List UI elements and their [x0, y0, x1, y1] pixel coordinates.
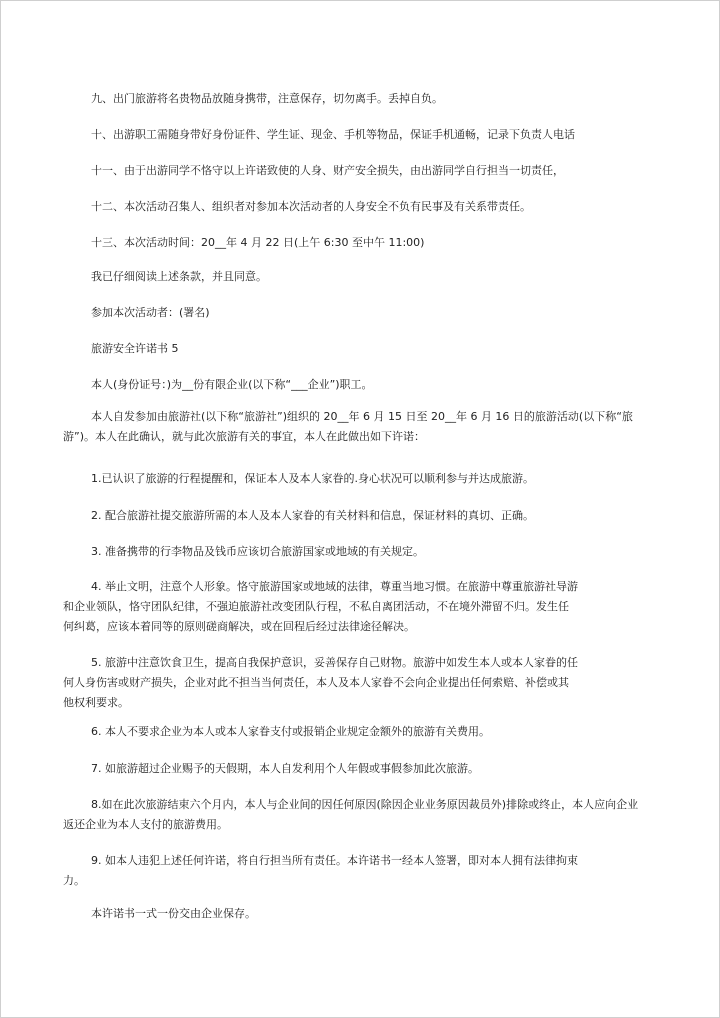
intro-paragraph: [63, 407, 673, 447]
signature-line: 参加本次活动者：(署名): [91, 306, 210, 319]
pledge-item-8-line-1: 8.如在此次旅游结束六个月内，本人与企业间的因任何原因(除因企业业务原因裁员外)排除或终止，本人应向企业: [91, 798, 639, 811]
item-12: 十二、本次活动召集人、组织者对参加本次活动者的人身安全不负有民事及有关系带责任。: [91, 200, 531, 213]
item-10: 十、出游职工需随身带好身份证件、学生证、现金、手机等物品，保证手机通畅，记录下负责人电话: [91, 128, 575, 141]
pledge-item-4-line-3: 何纠葛，应该本着同等的原则磋商解决，或在回程后经过法律途径解决。: [63, 620, 415, 633]
pledge-item-4-line-1: 4. 举止文明，注意个人形象。恪守旅游国家或地域的法律，尊重当地习惯。在旅游中尊重旅游社导游: [91, 580, 578, 593]
pledge-item-9-line-2: 力。: [63, 874, 85, 887]
pledge-item-1: 1.已认识了旅游的行程提醒和，保证本人及本人家眷的.身心状况可以顺利参与并达成旅游。: [91, 472, 534, 485]
identity-statement: 本人(身份证号：)为__份有限企业(以下称“___企业”)职工。: [91, 378, 373, 391]
pledge-item-5: [63, 653, 673, 713]
item-11: 十一、由于出游同学不恪守以上许诺致使的人身、财产安全损失，由出游同学自行担当一切责任，: [91, 164, 564, 177]
pledge-item-9-line-1: 9. 如本人违犯上述任何许诺，将自行担当所有责任。本许诺书一经本人签署，即对本人拥有法律拘束: [91, 854, 578, 867]
section-title: 旅游安全许诺书 5: [91, 342, 179, 355]
pledge-item-5-line-2: 何人身伤害或财产损失，企业对此不担当当何责任，本人及本人家眷不会向企业提出任何索赔、补偿或其: [63, 676, 569, 689]
pledge-item-7: 7. 如旅游超过企业赐予的天假期，本人自发利用个人年假或事假参加此次旅游。: [91, 762, 479, 775]
pledge-item-8: [63, 795, 673, 835]
intro-line-1: 本人自发参加由旅游社(以下称“旅游社”)组织的 20__年 6 月 15 日至 20__年 6 月 16 日的旅游活动(以下称“旅: [91, 410, 633, 423]
pledge-item-8-line-2: 返还企业为本人支付的旅游费用。: [63, 818, 228, 831]
pledge-item-5-line-1: 5. 旅游中注意饮食卫生，提高自我保护意识，妥善保存自己财物。旅游中如发生本人或本人家眷的任: [91, 656, 578, 669]
pledge-item-4: [63, 577, 673, 637]
intro-line-2: 游”)。本人在此确认，就与此次旅游有关的事宜，本人在此做出如下许诺：: [63, 430, 425, 443]
consent-statement: 我已仔细阅读上述条款，并且同意。: [91, 270, 267, 283]
item-9: 九、出门旅游将名贵物品放随身携带，注意保存，切勿离手。丢掉自负。: [91, 92, 443, 105]
closing-statement: 本许诺书一式一份交由企业保存。: [91, 907, 256, 920]
pledge-item-9: [63, 851, 673, 891]
pledge-item-4-line-2: 和企业领队，恪守团队纪律，不强迫旅游社改变团队行程，不私自离团活动，不在境外滞留不归。发生任: [63, 600, 569, 613]
pledge-item-5-line-3: 他权利要求。: [63, 696, 129, 709]
pledge-item-3: 3. 准备携带的行李物品及钱币应该切合旅游国家或地域的有关规定。: [91, 545, 424, 558]
pledge-item-6: 6. 本人不要求企业为本人或本人家眷支付或报销企业规定金额外的旅游有关费用。: [91, 725, 490, 738]
pledge-item-2: 2. 配合旅游社提交旅游所需的本人及本人家眷的有关材料和信息，保证材料的真切、正确。: [91, 509, 534, 522]
item-13-activity-time: 十三、本次活动时间：20__年 4 月 22 日(上午 6:30 至中午 11:00): [91, 236, 425, 249]
